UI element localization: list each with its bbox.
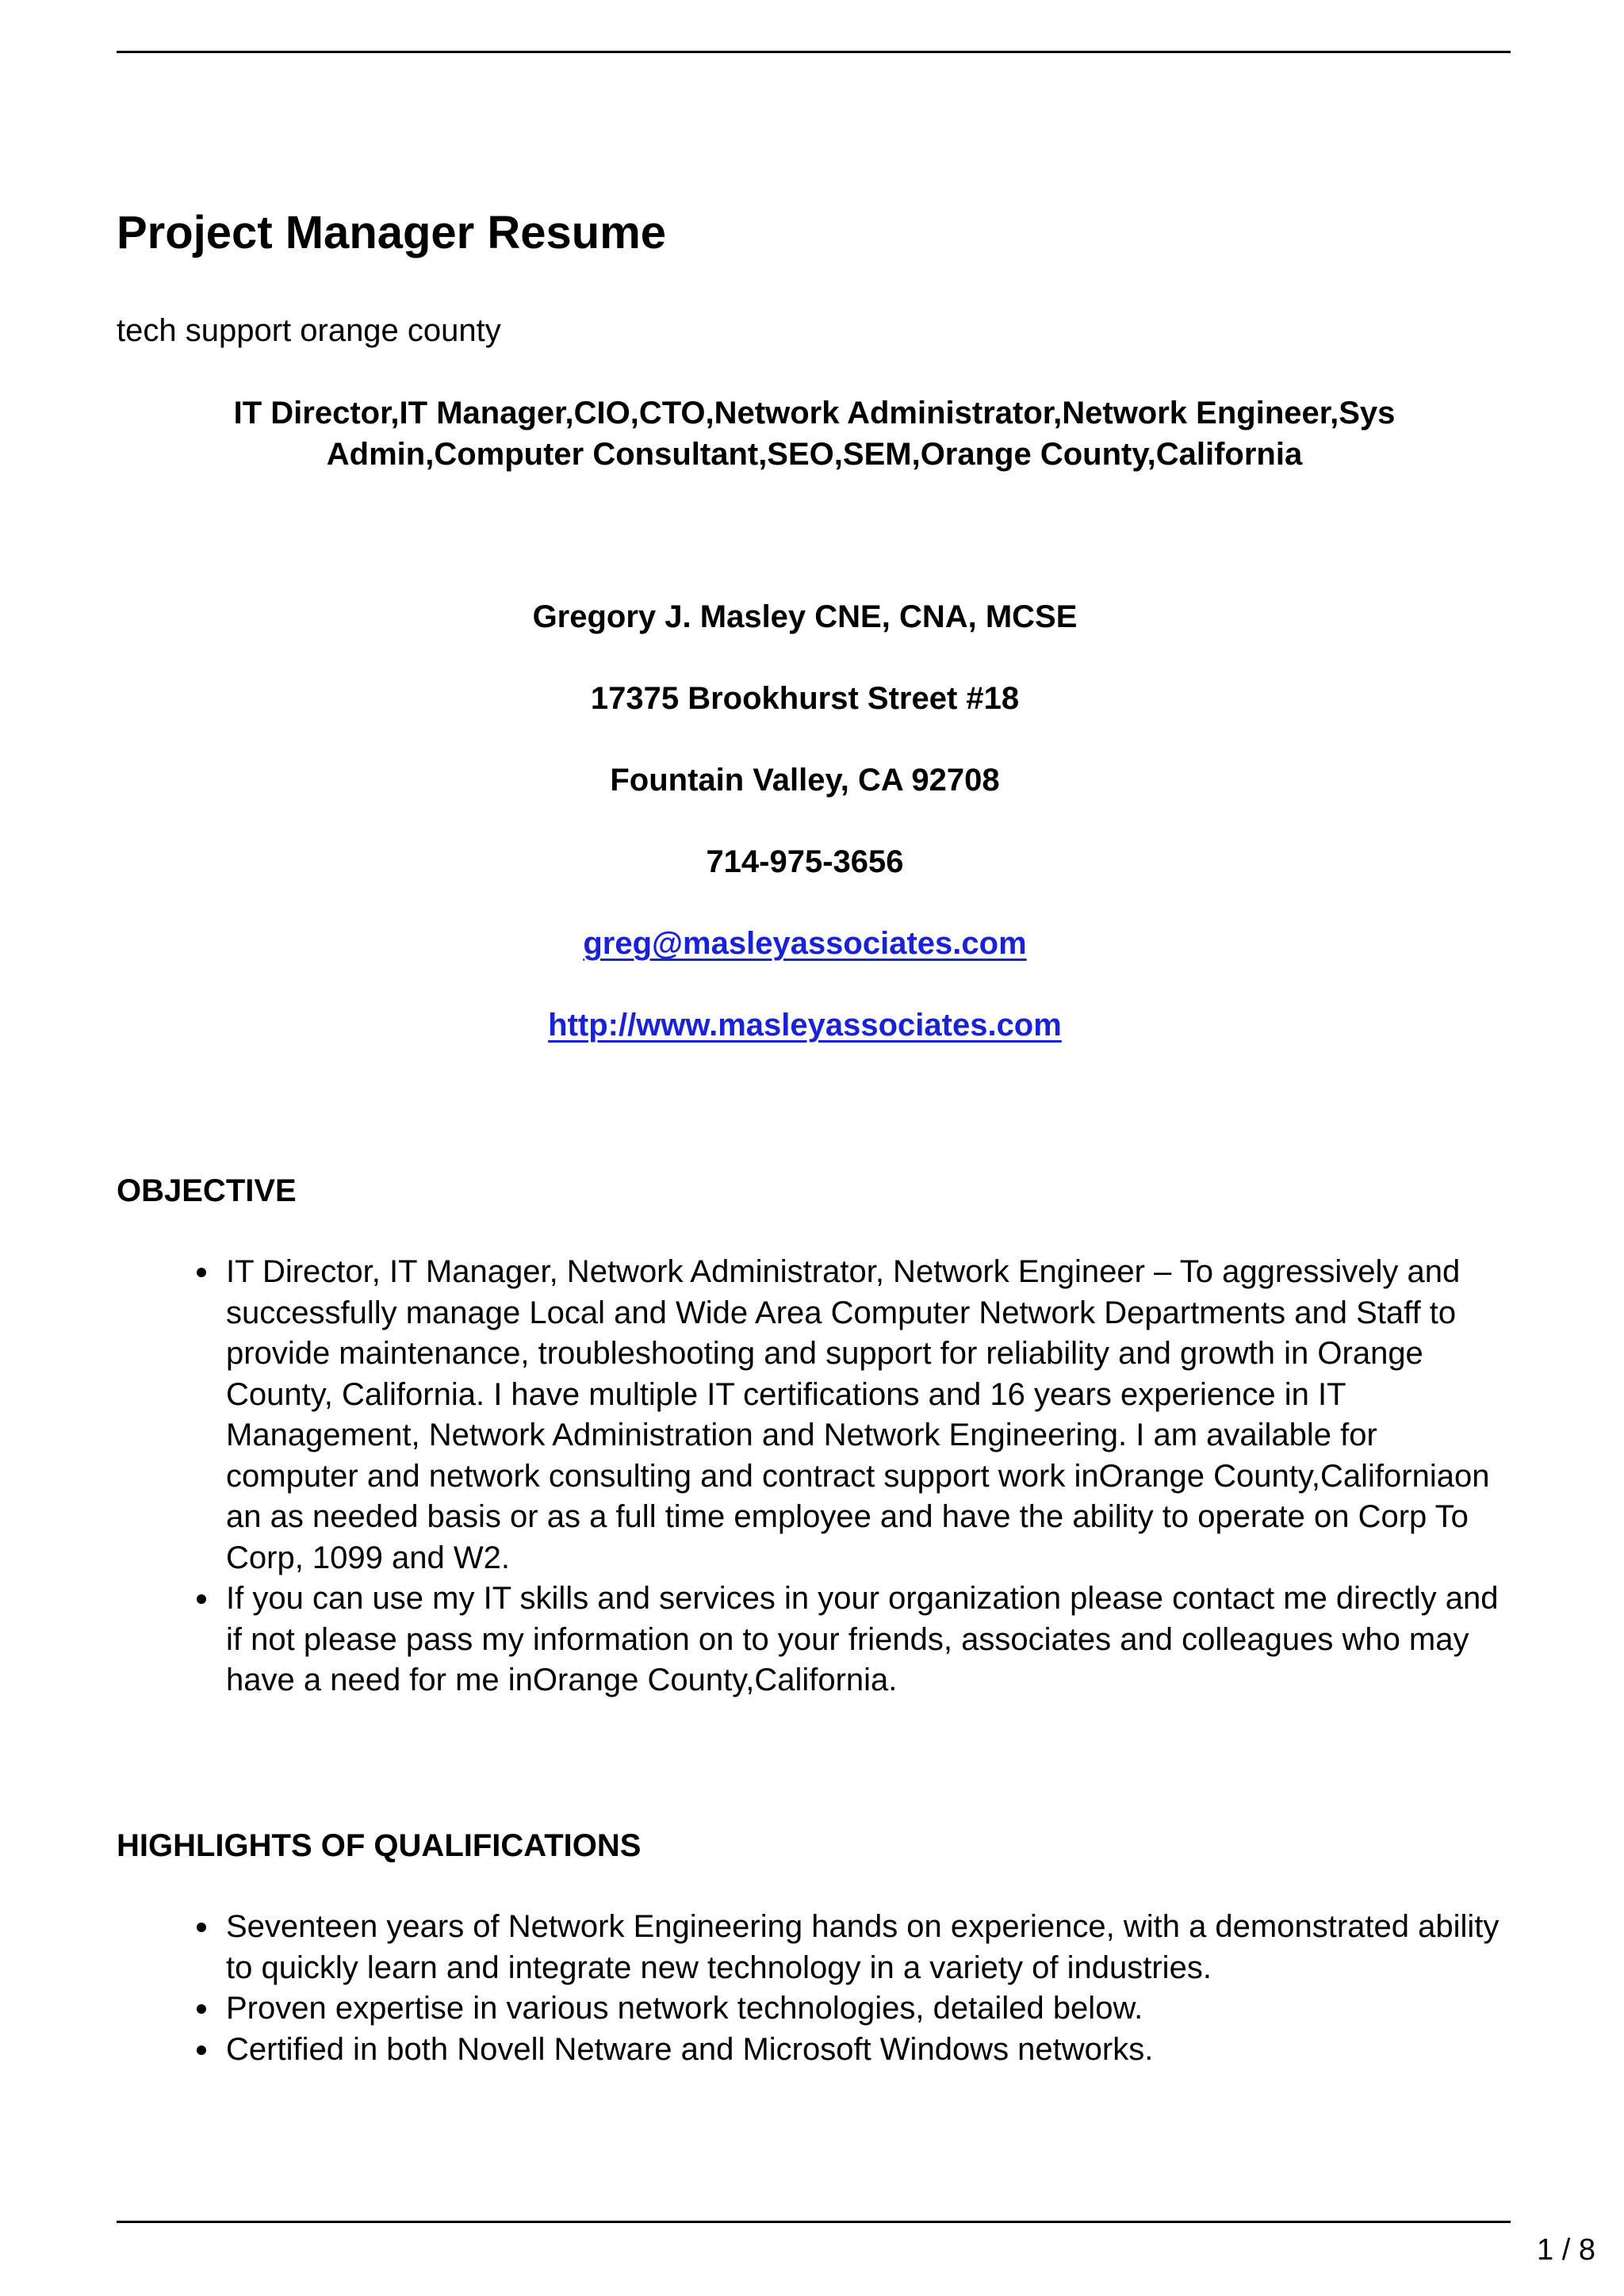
list-item bbox=[117, 1988, 1512, 2030]
highlights-heading: HIGHLIGHTS OF QUALIFICATIONS bbox=[117, 1828, 642, 1863]
bullet-icon bbox=[197, 2004, 206, 2014]
list-item-text: Certified in both Novell Netware and Microsoft Windows networks. bbox=[226, 2031, 1154, 2067]
bullet-icon bbox=[197, 1594, 206, 1604]
footer-rule bbox=[117, 2221, 1511, 2223]
objective-heading: OBJECTIVE bbox=[117, 1173, 297, 1208]
contact-website-line bbox=[117, 1006, 1493, 1044]
list-item bbox=[117, 1578, 1512, 1701]
job-titles-tagline: IT Director,IT Manager,CIO,CTO,Network Administrator,Network Engineer,Sys Admin,Computer Consultant,SEO,SEM,Orange County,California bbox=[233, 396, 1396, 472]
contact-email-line bbox=[117, 924, 1493, 962]
header-rule bbox=[117, 51, 1511, 53]
contact-phone: 714-975-3656 bbox=[706, 844, 904, 879]
bullet-icon bbox=[197, 1923, 206, 1932]
bullet-icon bbox=[197, 2045, 206, 2055]
contact-street: 17375 Brookhurst Street #18 bbox=[590, 681, 1020, 716]
document-title: Project Manager Resume bbox=[117, 207, 667, 258]
list-item-text: If you can use my IT skills and services in your organization please contact me directly and if not please pass my information on to your friends, associates and colleagues who may have a need for me inOrange County,California. bbox=[226, 1581, 1499, 1697]
objective-list bbox=[117, 1252, 1512, 1701]
contact-name: Gregory J. Masley CNE, CNA, MCSE bbox=[532, 599, 1078, 634]
list-item bbox=[117, 1907, 1512, 1988]
document-subtitle: tech support orange county bbox=[117, 313, 501, 348]
highlights-list bbox=[117, 1907, 1512, 2070]
list-item bbox=[117, 1252, 1512, 1578]
list-item-text: IT Director, IT Manager, Network Administrator, Network Engineer – To aggressively and successfully manage Local and Wide Area Computer Network Departments and Staff to provide maintenance, troubleshooting and support for reliability and growth in Orange County, California. I have multiple IT certifications and 16 years experience in IT Management, Network Administration and Network Engineering. I am available for computer and network consulting and contract support work inOrange County,Californiaon an as needed basis or as a full time employee and have the ability to operate on Corp To Corp, 1099 and W2. bbox=[226, 1254, 1490, 1575]
list-item-text: Seventeen years of Network Engineering hands on experience, with a demonstrated ability to quickly learn and integrate new technology in a variety of industries. bbox=[226, 1909, 1500, 1985]
contact-city: Fountain Valley, CA 92708 bbox=[610, 763, 1000, 798]
bullet-icon bbox=[197, 1268, 206, 1277]
page-number: 1 / 8 bbox=[1537, 2233, 1595, 2267]
list-item bbox=[117, 2030, 1512, 2071]
email-link[interactable]: greg@masleyassociates.com bbox=[583, 926, 1027, 961]
list-item-text: Proven expertise in various network technologies, detailed below. bbox=[226, 1991, 1143, 2026]
website-link[interactable]: http://www.masleyassociates.com bbox=[548, 1008, 1062, 1043]
